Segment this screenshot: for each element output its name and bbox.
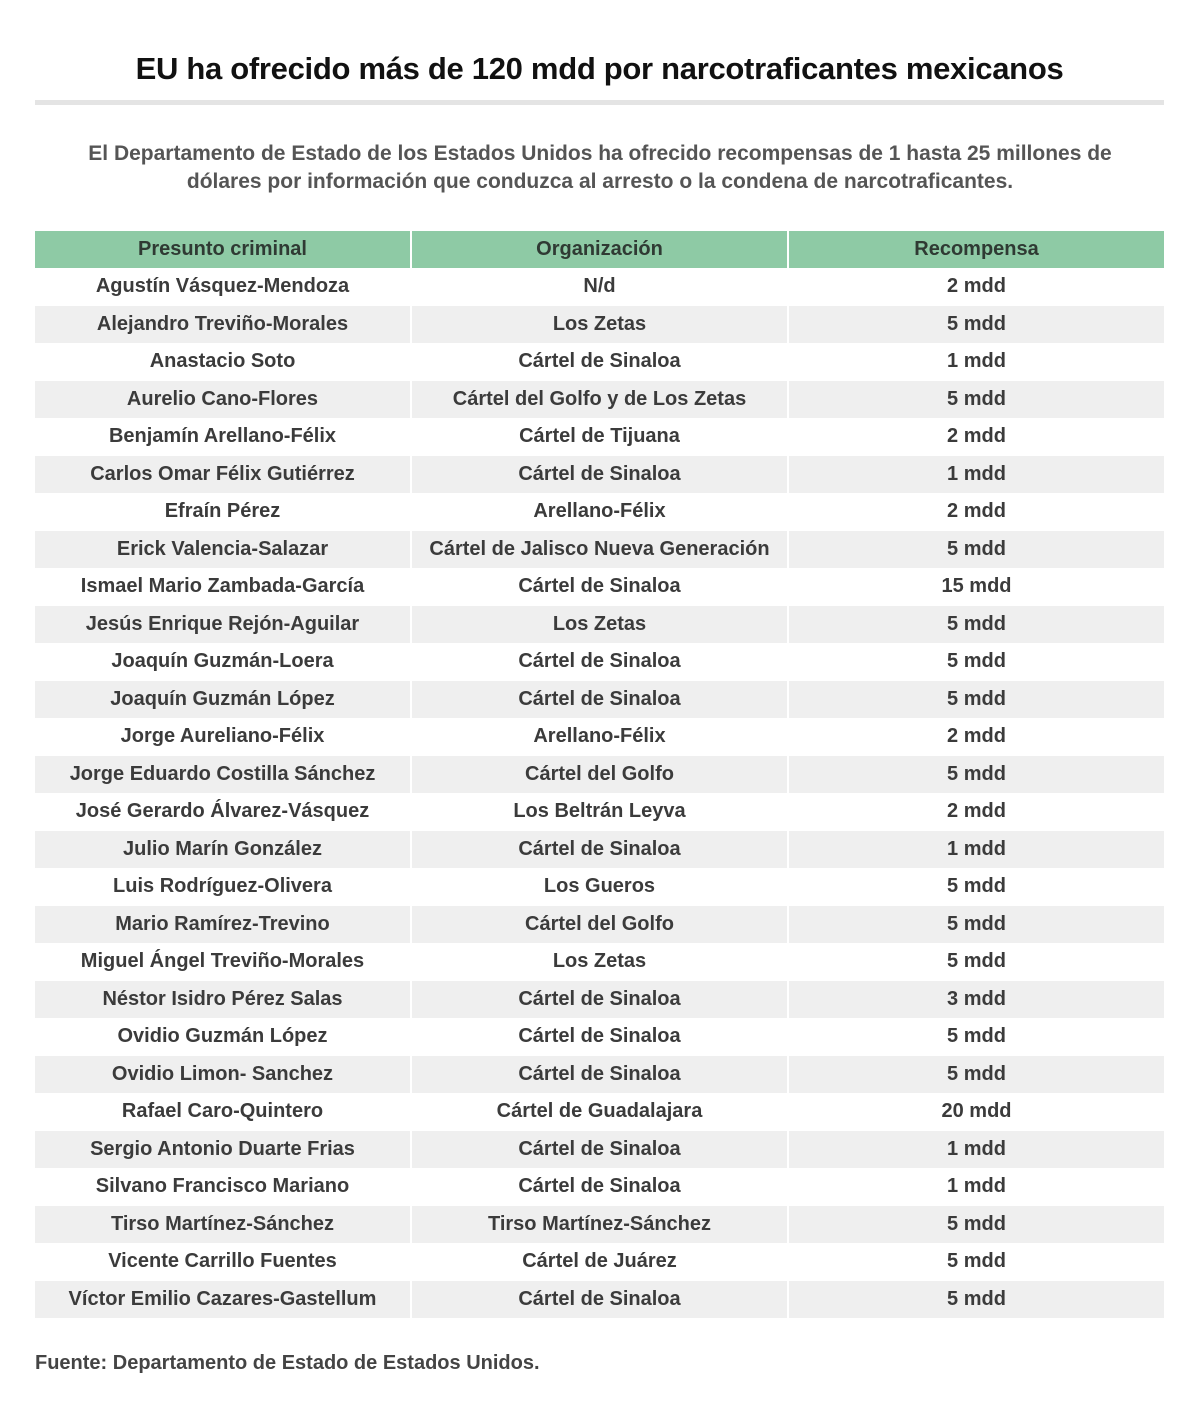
reward-cell: 5 mdd <box>947 537 1006 560</box>
organization-cell: Los Zetas <box>411 943 788 981</box>
table-row <box>35 456 1164 494</box>
criminal-cell: Ismael Mario Zambada-García <box>35 568 411 606</box>
table-row <box>35 1243 1164 1281</box>
criminal-cell: Joaquín Guzmán López <box>35 681 411 719</box>
organization-cell: Cártel de Sinaloa <box>411 343 788 381</box>
organization-cell: Cártel del Golfo <box>411 756 788 794</box>
chart-subtitle: El Departamento de Estado de los Estados Unidos ha ofrecido recompensas de 1 hasta 25 millones de dólares por información que conduzca al arresto o la condena de narcotraficantes. <box>88 142 1112 193</box>
criminal-cell: Carlos Omar Félix Gutiérrez <box>35 456 411 494</box>
reward-cell: 5 mdd <box>947 912 1006 935</box>
criminal-cell: Silvano Francisco Mariano <box>35 1168 411 1206</box>
organization-cell: Cártel de Sinaloa <box>411 1018 788 1056</box>
criminal-cell: Benjamín Arellano-Félix <box>35 418 411 456</box>
criminal-cell: Miguel Ángel Treviño-Morales <box>35 943 411 981</box>
source-note: Fuente: Departamento de Estado de Estados Unidos. <box>35 1352 540 1374</box>
reward-cell: 2 mdd <box>947 800 1006 823</box>
reward-cell: 5 mdd <box>947 762 1006 785</box>
reward-cell: 3 mdd <box>947 987 1006 1010</box>
reward-cell: 1 mdd <box>947 462 1006 485</box>
table-row <box>35 268 1164 306</box>
organization-cell: Cártel del Golfo y de Los Zetas <box>411 381 788 419</box>
organization-cell: Cártel de Sinaloa <box>411 831 788 869</box>
criminal-cell: Anastacio Soto <box>35 343 411 381</box>
organization-cell: Los Zetas <box>411 606 788 644</box>
organization-cell: Cártel de Sinaloa <box>411 568 788 606</box>
reward-cell: 5 mdd <box>947 650 1006 673</box>
organization-cell: Los Beltrán Leyva <box>411 793 788 831</box>
reward-cell: 5 mdd <box>947 612 1006 635</box>
criminal-cell: Ovidio Limon- Sanchez <box>35 1056 411 1094</box>
criminal-cell: Jorge Eduardo Costilla Sánchez <box>35 756 411 794</box>
organization-cell: Cártel de Sinaloa <box>411 456 788 494</box>
criminal-cell: Sergio Antonio Duarte Frias <box>35 1131 411 1169</box>
reward-cell: 2 mdd <box>947 425 1006 448</box>
table-row <box>35 681 1164 719</box>
reward-cell: 2 mdd <box>947 500 1006 523</box>
table-row <box>35 1018 1164 1056</box>
table-row <box>35 1206 1164 1244</box>
table-header-row <box>35 231 1164 268</box>
table-row <box>35 418 1164 456</box>
criminal-cell: Ovidio Guzmán López <box>35 1018 411 1056</box>
table-row <box>35 793 1164 831</box>
reward-cell: 1 mdd <box>947 1137 1006 1160</box>
reward-cell: 20 mdd <box>941 1100 1012 1123</box>
table-row <box>35 981 1164 1019</box>
table-row <box>35 1168 1164 1206</box>
table-row <box>35 868 1164 906</box>
criminal-cell: Rafael Caro-Quintero <box>35 1093 411 1131</box>
table-row <box>35 906 1164 944</box>
column-header-organization: Organización <box>411 231 788 268</box>
reward-cell: 1 mdd <box>947 837 1006 860</box>
column-header-criminal: Presunto criminal <box>35 231 411 268</box>
table-row <box>35 493 1164 531</box>
organization-cell: Tirso Martínez-Sánchez <box>411 1206 788 1244</box>
organization-cell: Cártel de Sinaloa <box>411 643 788 681</box>
table-row <box>35 568 1164 606</box>
criminal-cell: Víctor Emilio Cazares-Gastellum <box>35 1281 411 1319</box>
organization-cell: Arellano-Félix <box>411 493 788 531</box>
criminal-cell: Aurelio Cano-Flores <box>35 381 411 419</box>
organization-cell: Cártel de Sinaloa <box>411 1281 788 1319</box>
criminal-cell: Efraín Pérez <box>35 493 411 531</box>
reward-cell: 5 mdd <box>947 387 1006 410</box>
reward-cell: 5 mdd <box>947 1287 1006 1310</box>
organization-cell: Cártel de Juárez <box>411 1243 788 1281</box>
criminal-cell: Alejandro Treviño-Morales <box>35 306 411 344</box>
column-header-reward: Recompensa <box>914 238 1039 260</box>
table-row <box>35 1093 1164 1131</box>
organization-cell: Cártel de Guadalajara <box>411 1093 788 1131</box>
criminal-cell: Erick Valencia-Salazar <box>35 531 411 569</box>
reward-cell: 1 mdd <box>947 1175 1006 1198</box>
table-row <box>35 643 1164 681</box>
table-body <box>35 268 1164 1318</box>
organization-cell: Cártel de Sinaloa <box>411 1056 788 1094</box>
reward-cell: 5 mdd <box>947 312 1006 335</box>
organization-cell: Cártel de Sinaloa <box>411 1131 788 1169</box>
organization-cell: Los Zetas <box>411 306 788 344</box>
criminal-cell: Joaquín Guzmán-Loera <box>35 643 411 681</box>
criminal-cell: Vicente Carrillo Fuentes <box>35 1243 411 1281</box>
organization-cell: Cártel de Sinaloa <box>411 681 788 719</box>
criminal-cell: Julio Marín González <box>35 831 411 869</box>
criminal-cell: Néstor Isidro Pérez Salas <box>35 981 411 1019</box>
organization-cell: Cártel de Sinaloa <box>411 981 788 1019</box>
reward-cell: 5 mdd <box>947 950 1006 973</box>
criminal-cell: Jesús Enrique Rejón-Aguilar <box>35 606 411 644</box>
organization-cell: Cártel de Tijuana <box>411 418 788 456</box>
reward-cell: 5 mdd <box>947 875 1006 898</box>
table-row <box>35 1131 1164 1169</box>
chart-title: EU ha ofrecido más de 120 mdd por narcotraficantes mexicanos <box>135 51 1064 86</box>
table-row <box>35 306 1164 344</box>
reward-cell: 5 mdd <box>947 1212 1006 1235</box>
reward-cell: 1 mdd <box>947 350 1006 373</box>
table-row <box>35 606 1164 644</box>
reward-cell: 2 mdd <box>947 275 1006 298</box>
reward-cell: 5 mdd <box>947 1062 1006 1085</box>
criminal-cell: Luis Rodríguez-Olivera <box>35 868 411 906</box>
table-row <box>35 1056 1164 1094</box>
reward-cell: 15 mdd <box>941 575 1012 598</box>
criminal-cell: José Gerardo Álvarez-Vásquez <box>35 793 411 831</box>
table-row <box>35 831 1164 869</box>
table-row <box>35 343 1164 381</box>
reward-cell: 5 mdd <box>947 1250 1006 1273</box>
reward-cell: 2 mdd <box>947 725 1006 748</box>
organization-cell: Los Gueros <box>411 868 788 906</box>
organization-cell: N/d <box>411 268 788 306</box>
criminal-cell: Jorge Aureliano-Félix <box>35 718 411 756</box>
organization-cell: Cártel de Sinaloa <box>411 1168 788 1206</box>
rewards-table <box>35 231 1164 1318</box>
reward-cell: 5 mdd <box>947 687 1006 710</box>
table-row <box>35 381 1164 419</box>
organization-cell: Cártel de Jalisco Nueva Generación <box>411 531 788 569</box>
table-row <box>35 718 1164 756</box>
table-row <box>35 531 1164 569</box>
table-row <box>35 943 1164 981</box>
title-divider <box>35 100 1164 105</box>
criminal-cell: Agustín Vásquez-Mendoza <box>35 268 411 306</box>
reward-cell: 5 mdd <box>947 1025 1006 1048</box>
criminal-cell: Mario Ramírez-Trevino <box>35 906 411 944</box>
table-row <box>35 1281 1164 1319</box>
organization-cell: Arellano-Félix <box>411 718 788 756</box>
table-row <box>35 756 1164 794</box>
organization-cell: Cártel del Golfo <box>411 906 788 944</box>
criminal-cell: Tirso Martínez-Sánchez <box>35 1206 411 1244</box>
